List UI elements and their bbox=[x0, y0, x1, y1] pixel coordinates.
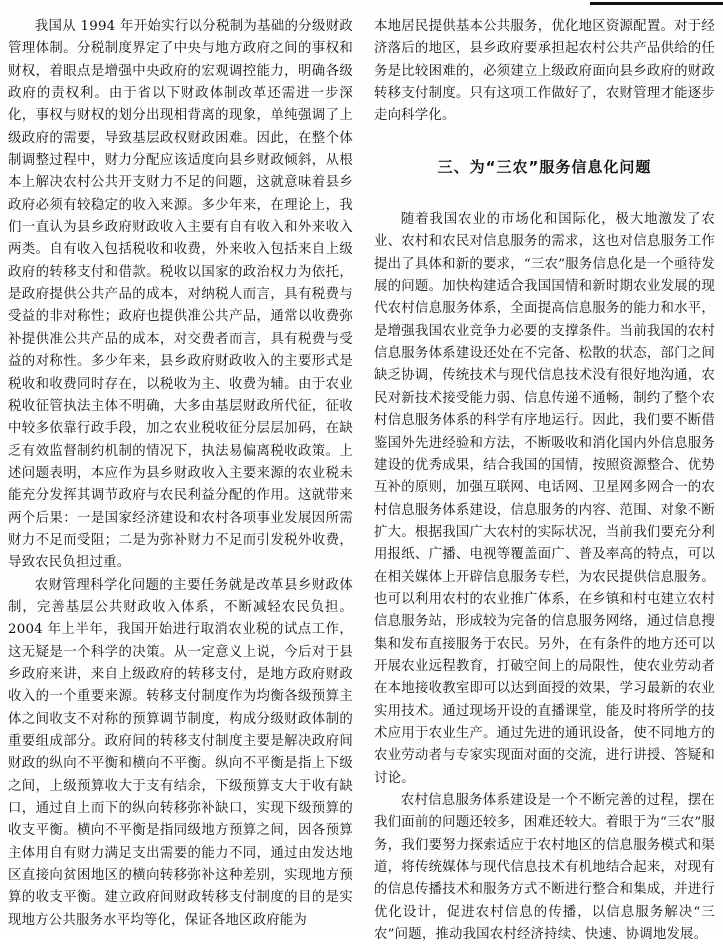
body-paragraph: 随着我国农业的市场化和国际化，极大地激发了农业、农村和农民对信息服务的需求，这也对信息服务工作提出了具体和新的要求，“三农”服务信息化是一个亟待发展的问题。加快构建适合我国国情和新时期农业发展的现代农村信息服务体系，全面提高信息服务的能力和水平，是增强我国农业竞争力必要的支撑条件。当前我国的农村信息服务体系建设还处在不完备、松散的状态，部门之间缺乏协调，传统技术与现代信息技术没有很好地沟通，农民对新技术接受能力弱、信息传递不通畅，制约了整个农村信息服务体系的科学有序地运行。因此，我们要不断借鉴国外先进经验和方法，不断吸收和消化国内外信息服务建设的优秀成果，结合我国的国情，按照资源整合、优势互补的原则，加强互联网、电话网、卫星网多网合一的农村信息服务体系建设，信息服务的内容、范围、对象不断扩大。根据我国广大农村的实际状况，当前我们要充分利用报纸、广播、电视等覆盖面广、普及率高的特点，可以在相关媒体上开辟信息服务专栏，为农民提供信息服务。也可以利用农村的农业推广体系，在乡镇和村屯建立农村信息服务站，形成较为完备的信息服务网络，通过信息搜集和发布直接服务于农民。另外，在有条件的地方还可以开展农业远程教育，打破空间上的局限性，使农业劳动者在本地接收教室即可以达到面授的效果，学习最新的农业实用技术。通过现场开设的直播课堂，能及时将所学的技术应用于农业生产。通过先进的通讯设备，使不同地方的农业劳动者与专家实现面对面的交流，进行讲授、答疑和讨论。 bbox=[374, 212, 715, 786]
section-heading: 三、为“三农”服务信息化问题 bbox=[437, 157, 652, 176]
body-paragraph: 农村信息服务体系建设是一个不断完善的过程，摆在我们面前的问题还较多，困难还较大。着眼于为“三农”服务，我们要努力探索适应于农村地区的信息服务模式和渠道，将传统媒体与现代信息技术有机地结合起来，对现有的信息传播技术和服务方式不断进行整合和集成，并进行优化设计，促进农村信息的传播，以信息服务解决“三农”问题，推动我国农村经济持续、快速、协调地发展。 bbox=[374, 793, 715, 943]
body-paragraph: 我国从 1994 年开始实行以分税制为基础的分级财政管理体制。分税制度界定了中央与地方政府之间的事权和财权，着眼点是增强中央政府的宏观调控能力，明确各级政府的责权利。由于省以下财政体制改革还需进一步深化，事权与财权的划分出现相背离的现象，单纯强调了上级政府的需要，导致基层政权财政困难。因此，在整个体制调整过程中，财力分配应该适度向县乡财政倾斜，从根本上解决农村公共开支财力不足的问题，这就意味着县乡政府必须有较稳定的收入来源。多少年来，在理论上，我们一直认为县乡政府财政收入主要有自有收入和外来收入两类。自有收入包括税收和收费，外来收入包括来自上级政府的转移支付和借款。税收以国家的政治权力为依托，是政府提供公共产品的成本，对纳税人而言，具有税费与受益的非对称性；政府也提供准公共产品，通常以收费弥补提供准公共产品的成本，对交费者而言，具有税费与受益的对称性。多少年来，县乡政府财政收入的主要形式是税收和收费同时存在，以税收为主、收费为辅。由于农业税收征管执法主体不明确，大多由基层财政所代征，征收中较多依靠行政手段，加之农业税收征分层层加码，在缺乏有效监督制约机制的情况下，执法易偏离税收政策。上述问题表明，本应作为县乡财政收入主要来源的农业税未能充分发挥其调节政府与农民利益分配的作用。这就带来两个后果：一是国家经济建设和农村各项事业发展因所需财力不足而受阻；二是为弥补财力不足而引发税外收费，导致农民负担过重。 bbox=[8, 19, 353, 571]
continued-paragraph: 本地居民提供基本公共服务，优化地区资源配置。对于经济落后的地区，县乡政府要承担起农村公共产品供给的任务是比较困难的，必须建立上级政府面向县乡政府的财政转移支付制度。只有这项工作做好了，农财管理才能逐步走向科学化。 bbox=[374, 19, 715, 124]
right-column bbox=[374, 16, 715, 946]
header-rule bbox=[590, 2, 723, 5]
left-column bbox=[8, 16, 353, 932]
body-paragraph: 农财管理科学化问题的主要任务就是改革县乡财政体制，完善基层公共财政收入体系，不断减轻农民负担。2004 年上半年，我国开始进行取消农业税的试点工作，这无疑是一个科学的决策。从一定意义上说，今后对于县乡政府来讲，来自上级政府的转移支付，是地方政府财政收入的一个重要来源。转移支付制度作为均衡各级预算主体之间收支不对称的预算调节制度，构成分级财政体制的重要组成部分。政府间的转移支付制度主要是解决政府间财政的纵向不平衡和横向不平衡。纵向不平衡是指上下级之间，上级预算收大于支有结余，下级预算支大于收有缺口，通过自上而下的纵向转移弥补缺口，实现下级预算的收支平衡。横向不平衡是指同级地方预算之间，因各预算主体用自有财力满足支出需要的能力不同，通过由发达地区直接向贫困地区的横向转移弥补这种差别，实现地方预算的收支平衡。建立政府间财政转移支付制度的目的是实现地方公共服务水平均等化，保证各地区政府能为 bbox=[8, 577, 353, 928]
